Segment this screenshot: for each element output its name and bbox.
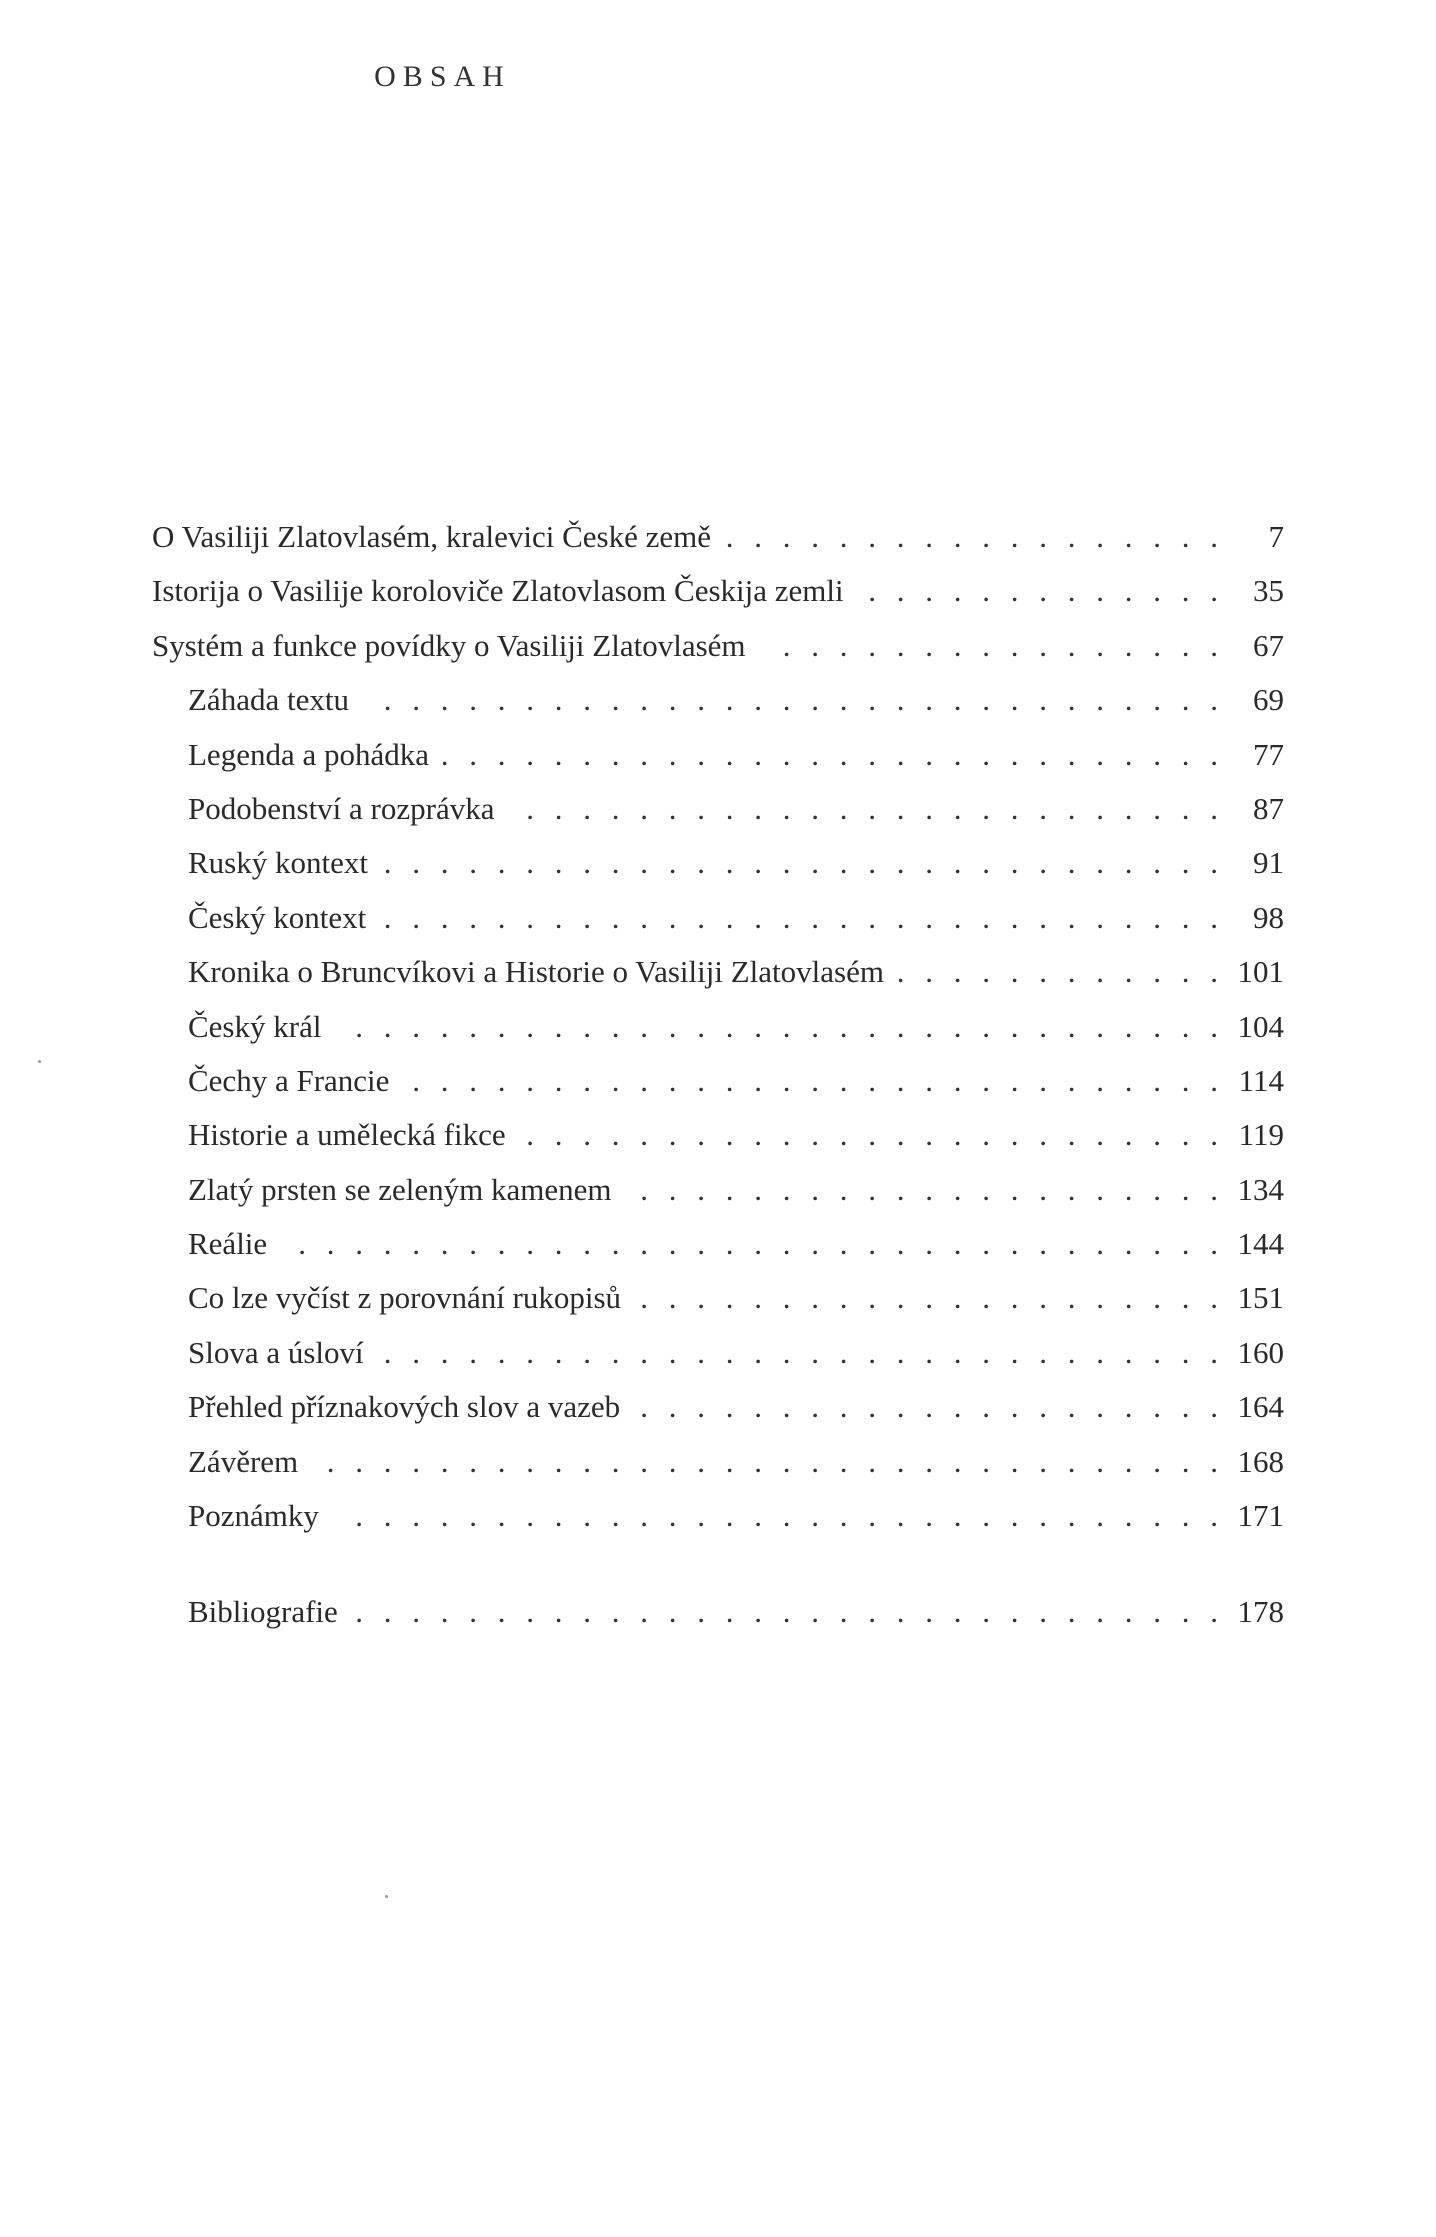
toc-entry-title: Podobenství a rozprávka <box>188 790 495 826</box>
toc-entry-page: 171 <box>1237 1498 1284 1534</box>
toc-entry-page: 168 <box>1237 1443 1284 1479</box>
toc-entry-title: Kronika o Bruncvíkovi a Historie o Vasiliji Zlatovlasém <box>188 954 884 990</box>
toc-entry <box>152 510 1284 564</box>
toc-entry-title: Slova a úsloví <box>188 1334 364 1370</box>
toc-entry-title: Závěrem <box>188 1443 299 1479</box>
toc-entry-page: 104 <box>1237 1008 1284 1044</box>
toc-entry-page: 35 <box>1253 573 1284 609</box>
table-of-contents <box>152 510 1284 1640</box>
toc-entry-title: Čechy a Francie <box>188 1062 390 1098</box>
toc-entry-title: O Vasiliji Zlatovlasém, kralevici České země <box>152 519 711 554</box>
dot-leader <box>382 836 1218 890</box>
toc-entry-page: 164 <box>1237 1389 1284 1425</box>
dot-leader <box>858 564 1218 618</box>
toc-subentry <box>152 1108 1284 1162</box>
toc-entry-title: Český kontext <box>188 899 367 935</box>
dot-leader <box>508 782 1218 836</box>
toc-subentry <box>152 945 1284 999</box>
dot-leader <box>520 1108 1218 1162</box>
dot-leader <box>725 510 1218 564</box>
dot-leader <box>635 1271 1218 1325</box>
dot-leader <box>333 1489 1218 1543</box>
paper-speck <box>385 1895 388 1898</box>
dot-leader <box>312 1435 1218 1489</box>
paper-speck <box>38 1060 41 1063</box>
toc-entry-title: Záhada textu <box>188 682 349 718</box>
toc-entry-page: 151 <box>1237 1280 1284 1316</box>
toc-entry-title: Istorija o Vasilije koroloviče Zlatovlasom Českija zemli <box>152 573 844 609</box>
toc-entry-page: 119 <box>1238 1117 1284 1153</box>
toc-entry-page: 87 <box>1253 790 1284 826</box>
dot-leader <box>634 1380 1218 1434</box>
dot-leader <box>380 891 1218 945</box>
toc-entry-page: 101 <box>1237 954 1284 990</box>
toc-entry-title: Reálie <box>188 1226 268 1262</box>
toc-subentry <box>152 1271 1284 1325</box>
toc-subentry <box>152 836 1284 890</box>
toc-subentry <box>152 891 1284 945</box>
toc-entry-title: Přehled příznakových slov a vazeb <box>188 1389 621 1425</box>
toc-entry-title: Ruský kontext <box>188 845 368 881</box>
toc-subentry <box>152 1435 1284 1489</box>
toc-entry-page: 67 <box>1253 627 1284 663</box>
dot-leader <box>335 1000 1218 1054</box>
toc-entry-page: 160 <box>1237 1334 1284 1370</box>
toc-entry-title: Systém a funkce povídky o Vasiliji Zlatovlasém <box>152 627 746 663</box>
toc-entry-page: 178 <box>1237 1594 1284 1630</box>
toc-subentry <box>152 1163 1284 1217</box>
toc-subentry <box>152 1326 1284 1380</box>
toc-subentry <box>152 1489 1284 1543</box>
toc-subentry <box>152 1217 1284 1271</box>
toc-subentry <box>152 1000 1284 1054</box>
toc-entry-title: Český král <box>188 1008 322 1044</box>
dot-leader <box>281 1217 1218 1271</box>
toc-subentry <box>152 673 1284 727</box>
toc-subentry <box>152 1585 1284 1639</box>
dot-leader <box>898 945 1218 999</box>
toc-entry-page: 77 <box>1253 736 1284 772</box>
dot-leader <box>760 619 1218 673</box>
toc-subentry <box>152 782 1284 836</box>
toc-entry-title: Bibliografie <box>188 1594 338 1630</box>
toc-entry <box>152 564 1284 618</box>
toc-entry-title: Poznámky <box>188 1498 319 1534</box>
toc-entry-page: 69 <box>1253 682 1284 718</box>
toc-entry-page: 144 <box>1237 1226 1284 1262</box>
dot-leader <box>626 1163 1218 1217</box>
toc-entry-title: Zlatý prsten se zeleným kamenem <box>188 1171 612 1207</box>
toc-entry <box>152 619 1284 673</box>
toc-entry-title: Legenda a pohádka <box>188 736 429 772</box>
toc-entry-page: 98 <box>1253 899 1284 935</box>
toc-subentry <box>152 1380 1284 1434</box>
toc-subentry <box>152 1054 1284 1108</box>
toc-entry-page: 91 <box>1253 845 1284 881</box>
dot-leader <box>363 673 1218 727</box>
toc-entry-title: Co lze vyčíst z porovnání rukopisů <box>188 1280 622 1316</box>
dot-leader <box>378 1326 1218 1380</box>
toc-entry-page: 114 <box>1238 1062 1284 1098</box>
toc-entry-title: Historie a umělecká fikce <box>188 1117 506 1153</box>
toc-entry-page: 134 <box>1237 1171 1284 1207</box>
dot-leader <box>443 728 1218 782</box>
dot-leader <box>403 1054 1218 1108</box>
toc-subentry <box>152 728 1284 782</box>
toc-entry-page: 7 <box>1268 519 1284 554</box>
page-title: OBSAH <box>374 60 511 93</box>
dot-leader <box>352 1585 1218 1639</box>
